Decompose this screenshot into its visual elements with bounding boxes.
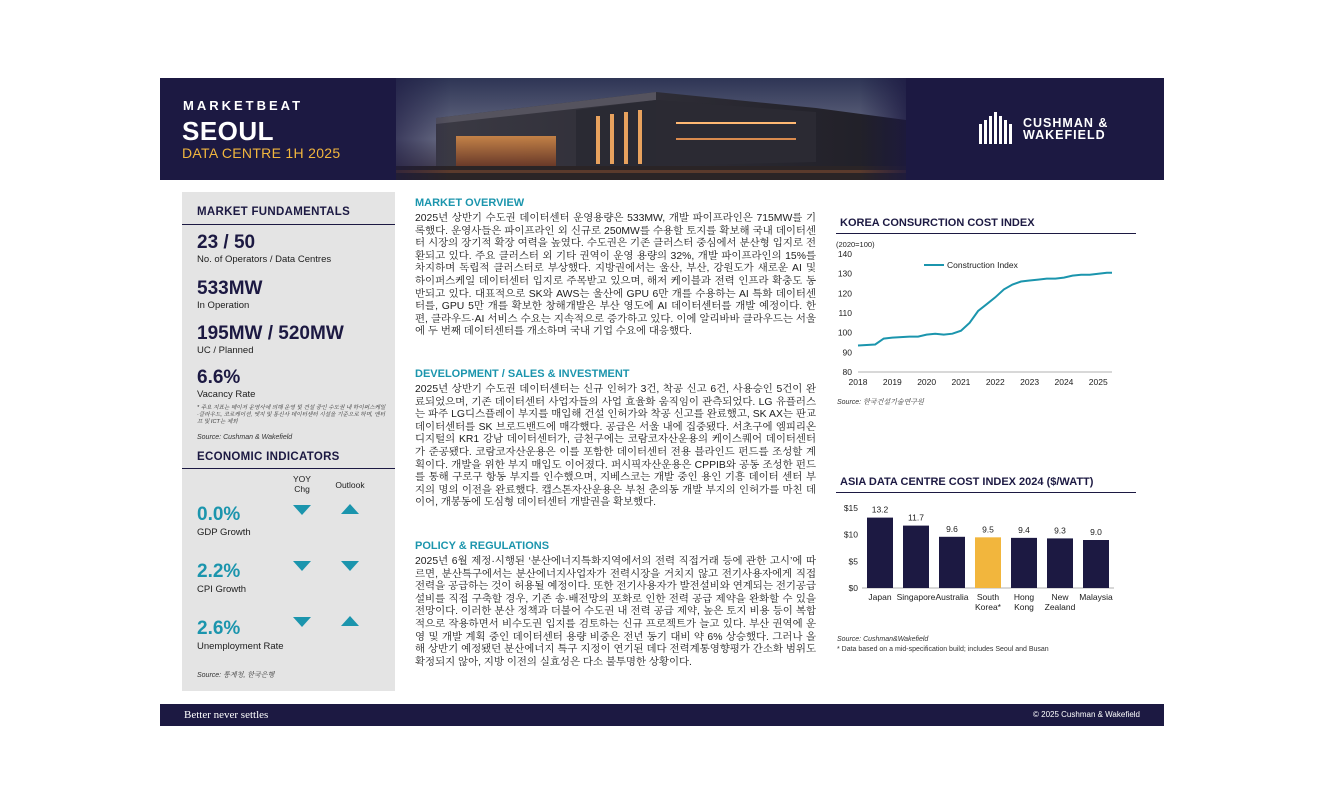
construction-index-chart: [834, 234, 1144, 394]
gdp-outlook-up-arrow-icon: [341, 504, 359, 514]
cost-bar-label-5: 9.3: [1054, 525, 1066, 536]
fundamental-label-vacancy: Vacancy Rate: [197, 389, 256, 400]
construction-x-tick-0: 2018: [848, 377, 868, 387]
cost-bar-5: [1047, 538, 1073, 588]
construction-y-tick-4: 120: [837, 288, 852, 299]
construction-x-tick-5: 2023: [1020, 377, 1040, 387]
construction-x-tick-2: 2020: [917, 377, 937, 387]
policy-text: 2025년 6월 제정·시행된 ‘분산에너지특화지역에서의 전력 직접거래 등에 관한 고시’에 따르면, 분산특구에서는 분산에너지사업자가 전력시장을 거치지 않고 전기사용자에게 직접 전력을 공급하는 것이 허용될 예정이다. 또한 전기사용자가 발전설비와 연계되는 전기공급설비를 직접 구축할 경우, 기존 송·배전망의 포화로 인한 전력 공급 제약을 완화할 수 있을 전망이다. 이러한 분산 정책과 더불어 수도권 내 전력 공급 제약, 높은 토지 비용 등이 복합적으로 작용하면서 비수도권 입지를 검토하는 신규 프로젝트가 늘고 있다. 부산 권역에 운영 및 개발 계획 중인 데이터센터 용량 비중은 전년 동기 대비 약 6% 상승했다. 그러나 올해 상반기 예정됐던 분산에너지 특구 지정이 연기된 데다 전력계통영향평가 간소화 범위도 확정되지 않아, 지방 이전의 실효성은 다소 불투명한 상황이다.: [415, 556, 816, 668]
cost-bar-label-0: 13.2: [871, 504, 889, 515]
series-title: MARKETBEAT: [183, 98, 304, 113]
cost-chart-note: * Data based on a mid-specification build; includes Seoul and Busan: [837, 646, 1049, 653]
unemployment-outlook-up-arrow-icon: [341, 616, 359, 626]
asia-cost-chart: [834, 496, 1144, 636]
construction-x-tick-7: 2025: [1088, 377, 1108, 387]
economic-value-unemployment: 2.6%: [197, 618, 241, 639]
construction-y-tick-6: 140: [837, 249, 852, 259]
economic-col-yoy-line2: Chg: [294, 484, 310, 494]
cost-category-2-0: Australia: [935, 592, 969, 602]
cost-bar-label-4: 9.4: [1018, 524, 1030, 535]
fundamentals-title: MARKET FUNDAMENTALS: [197, 206, 351, 218]
cost-bar-0: [867, 518, 893, 588]
construction-y-tick-3: 110: [838, 308, 852, 318]
logo-line-2: WAKEFIELD: [1023, 128, 1106, 142]
construction-y-tick-1: 90: [842, 347, 852, 358]
fundamentals-source: Source: Cushman & Wakefield: [197, 434, 293, 441]
cost-category-4-1: Kong: [1014, 602, 1034, 612]
construction-y-tick-0: 80: [842, 367, 852, 377]
policy-title: POLICY & REGULATIONS: [415, 540, 550, 552]
construction-x-tick-4: 2022: [985, 377, 1005, 387]
cost-chart-source: Source: Cushman&Wakefield: [837, 636, 929, 643]
economic-label-gdp: GDP Growth: [197, 527, 251, 538]
construction-x-tick-1: 2019: [882, 377, 902, 387]
construction-chart-title: KOREA CONSURCTION COST INDEX: [840, 217, 1035, 229]
economic-source: Source: 통계청, 한국은행: [197, 672, 275, 679]
fundamental-value-operators: 23 / 50: [197, 232, 256, 253]
cost-category-3-1: Korea*: [975, 602, 1001, 612]
cost-category-5-1: Zealand: [1044, 602, 1076, 612]
economic-col-outlook: Outlook: [335, 480, 365, 490]
fundamental-label-operation: In Operation: [197, 300, 250, 311]
fundamental-label-operators: No. of Operators / Data Centres: [197, 254, 332, 265]
gdp-yoy-down-arrow-icon: [293, 505, 311, 515]
fundamentals-footnote: * 주요 지표는 메이저 운영사에 의해 운영 및 건설 중인 수도권 내 하이퍼스케일·클라우드, 코로케이션, 엣지 및 통신사 데이터센터 시설을 기준으로 하며, 엔터프 및 ICT는 제외: [197, 405, 386, 425]
construction-chart-source: Source: 한국건설기술연구원: [837, 399, 924, 406]
cost-bar-1: [903, 526, 929, 588]
cost-category-0-0: Japan: [868, 592, 892, 602]
cost-bar-4: [1011, 538, 1037, 588]
cost-bar-label-3: 9.5: [982, 524, 994, 535]
cost-bar-label-1: 11.7: [908, 512, 924, 523]
fundamental-value-vacancy: 6.6%: [197, 367, 241, 388]
footer-tagline: Better never settles: [184, 709, 269, 721]
economic-label-cpi: CPI Growth: [197, 584, 247, 595]
market-overview-text: 2025년 상반기 수도권 데이터센터 운영용량은 533MW, 개발 파이프라인은 715MW를 기록했다. 운영사들은 파이프라인 외 신규로 250MW를 수용할 토지를 확보해 국내 데이터센터 시장의 장기적 확장 여력을 높였다. 수도권은 기존 클러스터 중심에서 분산형 입지로 전환되고 있다. 주요 클러스터 외 기타 권역이 운영 용량의 32%, 개발 파이프라인의 15%를 차지하며 독립적 클러스터로 부상했다. 지방권에서는 울산, 부산, 강원도가 새로운 AI 및 하이퍼스케일 데이터센터 입지로 주목받고 있으며, 해저 케이블과 전력 인프라 확충도 동반되고 있다. 대표적으로 SK와 AWS는 울산에 GPU 6만 개를 수용하는 AI 특화 데이터센터를, GPU 5만 개를 확보한 창해개발은 부산 영도에 AI 데이터센터를 개발 예정이다. 한편, 클라우드·AI 서비스 수요는 지속적으로 증가하고 있다. 이에 알리바바 클라우드는 서울에 두 번째 데이터센터를 개소하며 국내 기업 수요에 대응했다.: [415, 213, 816, 338]
company-logo: [978, 112, 1128, 144]
construction-y-tick-5: 130: [837, 268, 852, 279]
economic-title: ECONOMIC INDICATORS: [197, 451, 340, 463]
cpi-outlook-down-arrow-icon: [341, 561, 359, 571]
development-title: DEVELOPMENT / SALES & INVESTMENT: [415, 368, 630, 380]
fundamental-value-uc-planned: 195MW / 520MW: [197, 323, 344, 344]
construction-x-tick-3: 2021: [951, 377, 971, 387]
fundamentals-rule: [182, 224, 395, 225]
footer-bar: [160, 704, 1164, 726]
cost-bar-6: [1083, 540, 1109, 588]
cost-y-tick-2: $10: [843, 529, 858, 540]
economic-col-yoy: [287, 474, 317, 494]
cost-y-tick-1: $5: [848, 556, 858, 567]
development-text: 2025년 상반기 수도권 데이터센터는 신규 인허가 3건, 착공 신고 6건, 사용승인 5건이 완료되었으며, 기존 데이터센터 사업자들의 사업 효율화 움직임이 관측되었다. LG 유플러스는 파주 LG디스플레이 부지를 매입해 건설 인허가와 착공 신고를 완료했고, SK AX는 판교 데이터센터를 SK 브로드밴드에 매각했다. 공급은 서울 내에 집중됐다. 서초구에 엠피리온 디지털의 KR1 강남 데이터센터가, 금천구에는 코람코자산운용의 케이스퀘어 데이터센터가 준공됐다. 코람코자산운용은 이를 포함한 데이터센터 전용 블라인드 펀드를 조성할 계획이다. 개발을 위한 부지 매입도 이어졌다. 퍼시픽자산운용은 CPPIB와 공동 조성한 펀드를 통해 구로구 항동 부지를 인수했으며, 지베스코는 개발 중인 용인 기흥 데이터 센터 부지의 명의 이전을 완료했다. 캡스톤자산운용은 부천 춘의동 개발 부지의 인허가를 마친 데 이어, 개봉동에 도심형 데이터센터 개발권을 확보했다.: [415, 384, 816, 509]
cost-y-tick-3: $15: [843, 503, 858, 513]
unemployment-yoy-down-arrow-icon: [293, 617, 311, 627]
economic-label-unemployment: Unemployment Rate: [197, 641, 284, 652]
cost-category-3-0: South: [976, 592, 1000, 602]
economic-rule: [182, 468, 395, 469]
market-overview-title: MARKET OVERVIEW: [415, 197, 525, 209]
construction-x-tick-6: 2024: [1054, 377, 1074, 387]
cost-category-1-0: Singapore: [896, 592, 936, 602]
header-fade-right: [860, 78, 920, 180]
building-photo: [396, 78, 906, 180]
cpi-yoy-down-arrow-icon: [293, 561, 311, 571]
report-subtitle: DATA CENTRE 1H 2025: [182, 145, 341, 161]
logo-bars-icon: [978, 112, 1018, 144]
cost-bar-2: [939, 537, 965, 588]
cost-bar-label-2: 9.6: [946, 523, 958, 534]
construction-index-line: [858, 273, 1112, 346]
construction-unit-note: (2020=100): [836, 240, 875, 249]
logo-line-1: CUSHMAN &: [1023, 116, 1109, 130]
cost-category-4-0: Hong: [1013, 592, 1035, 602]
cost-bar-3: [975, 537, 1001, 588]
cost-bar-label-6: 9.0: [1090, 527, 1102, 537]
cost-chart-rule: [836, 492, 1136, 493]
fundamental-label-uc-planned: UC / Planned: [197, 345, 254, 356]
economic-value-cpi: 2.2%: [197, 561, 241, 582]
fundamentals-panel: [182, 192, 395, 691]
header-fade-left: [360, 78, 450, 180]
header-banner: [160, 78, 1164, 180]
logo-text: [1023, 117, 1108, 141]
cost-y-tick-0: $0: [848, 583, 858, 593]
footer-copyright: © 2025 Cushman & Wakefield: [1033, 710, 1140, 719]
construction-y-tick-2: 100: [837, 327, 852, 338]
report-page: [160, 78, 1164, 726]
cost-category-5-0: New: [1051, 592, 1069, 602]
economic-value-gdp: 0.0%: [197, 504, 241, 525]
construction-legend-label: Construction Index: [947, 260, 1018, 270]
city-title: SEOUL: [182, 116, 275, 146]
cost-chart-title: ASIA DATA CENTRE COST INDEX 2024 ($/WATT): [840, 476, 1094, 488]
cost-category-6-0: Malaysia: [1079, 592, 1113, 602]
economic-col-yoy-line1: YOY: [293, 474, 311, 484]
fundamental-value-operation: 533MW: [197, 278, 263, 299]
